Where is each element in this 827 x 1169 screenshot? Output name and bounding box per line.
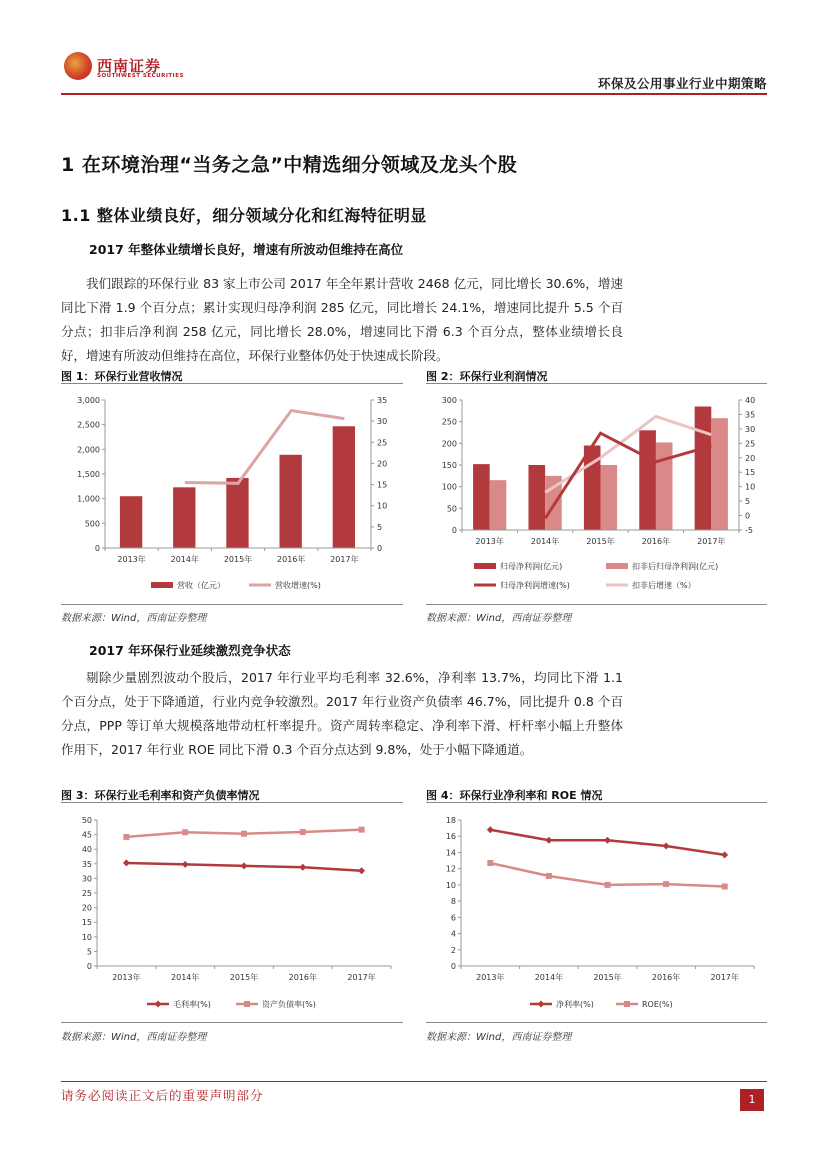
report-title: 环保及公用事业行业中期策略 <box>597 76 767 91</box>
c1-y2-tick-label: 30 <box>377 417 388 427</box>
netmargin-roe-chart <box>426 808 767 1016</box>
c4-roe-point <box>546 873 552 879</box>
c4-legend-label: 净利率(%) <box>556 1000 594 1009</box>
c2-bar-netprofit <box>528 465 545 530</box>
c3-gross-margin-point <box>123 859 130 866</box>
topic-heading-competition: 2017 年环保行业延续激烈竞争状态 <box>89 643 291 658</box>
c2-bar-deducted <box>601 465 618 530</box>
paragraph-growth <box>61 272 623 368</box>
figure-2-title: 图 2：环保行业利润情况 <box>426 370 548 383</box>
c4-y-tick-label: 6 <box>450 913 456 923</box>
c4-legend-marker <box>538 1001 545 1008</box>
figure-2-source: 数据来源：Wind，西南证券整理 <box>426 613 572 624</box>
c3-y-tick-label: 30 <box>81 874 92 884</box>
c3-debt-ratio-point <box>241 831 247 837</box>
c2-y2-tick-label: -5 <box>745 526 753 535</box>
figure-1-bottom-rule <box>61 604 403 605</box>
c2-legend-label: 扣非后归母净利润(亿元) <box>632 562 719 571</box>
c2-y2-tick-label: 30 <box>745 424 756 434</box>
c3-y-tick-label: 45 <box>81 830 92 840</box>
c3-debt-ratio-point <box>123 834 129 840</box>
figure-1-source: 数据来源：Wind，西南证券整理 <box>61 613 207 624</box>
figure-4-source: 数据来源：Wind，西南证券整理 <box>426 1032 572 1043</box>
c4-net-margin-point <box>487 826 494 833</box>
c2-bar-netprofit <box>639 430 656 530</box>
c2-y-tick-label: 250 <box>441 417 457 427</box>
c3-x-tick-label: 2015年 <box>229 973 259 982</box>
figure-3-title: 图 3：环保行业毛利率和资产负债率情况 <box>61 789 260 802</box>
paragraph-growth-text: 我们跟踪的环保行业 83 家上市公司 2017 年全年累计营收 2468 亿元，同比增长 30.6%，增速同比下滑 1.9 个百分点；累计实现归母净利润 285 亿元，同比增长 24.1%，增速同比提升 5.5 个百分点；扣非后净利润 258 亿元，同比增长 28.0%，增速同比下滑 6.3 个百分点，整体业绩增长良好，增速有所波动但维持在高位，环保行业整体仍处于快速成长阶段。 <box>61 276 623 363</box>
c3-x-tick-label: 2014年 <box>171 973 200 982</box>
c1-x-tick-label: 2015年 <box>223 555 253 564</box>
c2-legend-label: 归母净利润(亿元) <box>500 562 563 571</box>
c3-legend-label: 毛利率(%) <box>173 1000 211 1009</box>
revenue-chart <box>61 388 403 600</box>
c3-legend-marker <box>155 1001 162 1008</box>
company-logo-name: 西南证券 <box>97 57 162 75</box>
c4-net-margin-point <box>545 837 552 844</box>
c1-bar <box>333 426 355 548</box>
c2-x-tick-label: 2013年 <box>475 537 504 546</box>
c4-legend-label: ROE(%) <box>642 1000 673 1009</box>
c2-y2-tick-label: 25 <box>745 439 756 449</box>
c3-y-tick-label: 25 <box>81 889 92 898</box>
c2-y2-tick-label: 15 <box>745 468 756 478</box>
c1-y2-tick-label: 5 <box>377 522 383 532</box>
c2-y-tick-label: 300 <box>441 396 457 405</box>
figure-4-title: 图 4：环保行业净利率和 ROE 情况 <box>426 789 603 802</box>
c3-debt-ratio-point <box>359 827 365 833</box>
c3-y-tick-label: 5 <box>86 947 92 957</box>
c3-gross-margin-point <box>182 861 189 868</box>
c1-bar <box>173 487 195 548</box>
c4-y-tick-label: 4 <box>450 929 456 939</box>
c2-y2-tick-label: 5 <box>745 497 751 507</box>
section-heading: 1 在环境治理“当务之急”中精选细分领域及龙头个股 <box>61 154 518 176</box>
c2-bar-netprofit <box>473 464 490 530</box>
company-logo-icon <box>64 52 92 80</box>
c2-y-tick-label: 150 <box>441 461 457 470</box>
c1-y2-tick-label: 0 <box>377 544 383 553</box>
c1-bar <box>279 455 301 548</box>
c2-y2-tick-label: 10 <box>745 482 756 492</box>
profit-chart <box>426 388 767 600</box>
c4-roe-point <box>605 882 611 888</box>
footer-disclaimer: 请务必阅读正文后的重要声明部分 <box>61 1088 264 1103</box>
c2-legend-swatch <box>606 563 628 569</box>
c1-bar <box>226 478 248 548</box>
c1-y-tick-label: 500 <box>84 519 100 529</box>
c2-y-tick-label: 200 <box>441 439 457 449</box>
paragraph-competition <box>61 666 623 762</box>
c4-y-tick-label: 14 <box>445 848 456 858</box>
figure-3-top-rule <box>61 802 403 803</box>
company-logo-subtitle: SOUTHWEST SECURITIES <box>97 73 184 79</box>
c2-y-tick-label: 100 <box>441 482 457 492</box>
c2-bar-deducted <box>656 442 673 530</box>
c3-y-tick-label: 20 <box>81 903 92 913</box>
c4-x-tick-label: 2013年 <box>476 973 505 982</box>
subsection-heading: 1.1 整体业绩良好，细分领域分化和红海特征明显 <box>61 206 427 225</box>
c1-growth-line <box>185 411 345 484</box>
c3-gross-margin-point <box>358 867 365 874</box>
c1-x-tick-label: 2017年 <box>330 555 359 564</box>
c1-y-tick-label: 1,500 <box>77 470 100 479</box>
figure-1-title: 图 1：环保行业营收情况 <box>61 370 183 383</box>
c4-roe-point <box>487 860 493 866</box>
c3-debt-ratio-point <box>300 829 306 835</box>
c4-legend-marker <box>624 1001 630 1007</box>
c1-y2-tick-label: 25 <box>377 438 388 448</box>
c4-roe-point <box>722 884 728 890</box>
c3-debt-ratio-point <box>182 829 188 835</box>
c1-legend-label: 营收增速(%) <box>275 581 321 590</box>
c1-bar <box>120 496 142 548</box>
c2-y2-tick-label: 20 <box>745 453 756 463</box>
c2-y-tick-label: 0 <box>451 526 457 535</box>
c1-x-tick-label: 2014年 <box>170 555 199 564</box>
figure-2-top-rule <box>426 383 767 384</box>
c2-legend-label: 扣非后增速（%） <box>632 581 696 590</box>
c1-y-tick-label: 0 <box>94 544 100 553</box>
header-divider <box>61 93 767 95</box>
c3-y-tick-label: 35 <box>81 859 92 869</box>
c3-y-tick-label: 50 <box>81 816 92 825</box>
margin-debt-chart <box>61 808 403 1016</box>
c3-gross-margin-point <box>299 864 306 871</box>
c4-y-tick-label: 16 <box>445 832 456 842</box>
c4-y-tick-label: 2 <box>450 945 456 955</box>
c3-y-tick-label: 10 <box>81 932 92 942</box>
c3-x-tick-label: 2017年 <box>347 973 376 982</box>
c4-y-tick-label: 10 <box>445 880 456 890</box>
c2-bar-deducted <box>711 418 728 530</box>
c3-y-tick-label: 40 <box>81 845 92 855</box>
figure-2-bottom-rule <box>426 604 767 605</box>
page-number: 1 <box>740 1089 764 1111</box>
c1-y2-tick-label: 20 <box>377 459 388 469</box>
footer-divider <box>61 1081 767 1082</box>
c1-legend-label: 营收（亿元） <box>177 581 225 590</box>
c3-legend-marker <box>244 1001 250 1007</box>
c2-legend-label: 归母净利润增速(%) <box>500 581 570 590</box>
c2-x-tick-label: 2016年 <box>641 537 671 546</box>
c2-bar-deducted <box>490 480 507 530</box>
c3-x-tick-label: 2013年 <box>112 973 141 982</box>
figure-4-bottom-rule <box>426 1022 767 1023</box>
figure-1-top-rule <box>61 383 403 384</box>
c4-y-tick-label: 12 <box>445 864 456 874</box>
c2-y2-tick-label: 0 <box>745 511 751 521</box>
c1-y2-tick-label: 35 <box>377 396 388 405</box>
c3-legend-label: 资产负债率(%) <box>262 1000 316 1009</box>
figure-3-source: 数据来源：Wind，西南证券整理 <box>61 1032 207 1043</box>
c4-x-tick-label: 2014年 <box>534 973 564 982</box>
c1-x-tick-label: 2016年 <box>277 555 306 564</box>
c2-y2-tick-label: 40 <box>745 396 756 405</box>
c4-net-margin-point <box>721 851 728 858</box>
c2-y2-tick-label: 35 <box>745 410 756 420</box>
paragraph-competition-text: 剔除少量剧烈波动个股后，2017 年行业平均毛利率 32.6%，净利率 13.7%，均同比下滑 1.1 个百分点，处于下降通道，行业内竞争较激烈。2017 年行业资产负债率 46.7%，同比提升 0.8 个百分点，PPP 等订单大规模落地带动杠杆率提升。资产周转率稳定、净利率下滑、杆杆率小幅上升整体作用下，2017 年行业 ROE 同比下滑 0.3 个百分点达到 9.8%，处于小幅下降通道。 <box>61 670 623 757</box>
c4-x-tick-label: 2017年 <box>710 973 739 982</box>
c2-x-tick-label: 2015年 <box>586 537 615 546</box>
c1-y-tick-label: 2,500 <box>77 420 100 430</box>
c4-x-tick-label: 2015年 <box>593 973 622 982</box>
figure-3-bottom-rule <box>61 1022 403 1023</box>
c4-net-margin-point <box>604 837 611 844</box>
c4-y-tick-label: 18 <box>445 816 456 825</box>
c4-x-tick-label: 2016年 <box>651 973 681 982</box>
c1-legend-swatch <box>151 582 173 588</box>
c3-y-tick-label: 15 <box>81 918 92 928</box>
c2-x-tick-label: 2017年 <box>697 537 726 546</box>
c4-roe-point <box>663 881 669 887</box>
c1-y2-tick-label: 10 <box>377 501 388 511</box>
c1-y-tick-label: 2,000 <box>77 445 100 455</box>
c2-y-tick-label: 50 <box>446 504 457 514</box>
c2-x-tick-label: 2014年 <box>530 537 560 546</box>
topic-heading-growth: 2017 年整体业绩增长良好，增速有所波动但维持在高位 <box>89 242 404 257</box>
c1-x-tick-label: 2013年 <box>117 555 146 564</box>
c1-y-tick-label: 1,000 <box>77 494 100 504</box>
c3-y-tick-label: 0 <box>86 962 92 971</box>
c3-gross-margin-point <box>241 862 248 869</box>
c3-x-tick-label: 2016年 <box>288 973 317 982</box>
c1-y-tick-label: 3,000 <box>77 396 100 405</box>
c4-y-tick-label: 8 <box>450 897 456 907</box>
c4-net-margin-point <box>663 842 670 849</box>
c4-y-tick-label: 0 <box>450 962 456 971</box>
c2-bar-netprofit <box>695 407 712 531</box>
c2-legend-swatch <box>474 563 496 569</box>
figure-4-top-rule <box>426 802 767 803</box>
c1-y2-tick-label: 15 <box>377 480 388 490</box>
